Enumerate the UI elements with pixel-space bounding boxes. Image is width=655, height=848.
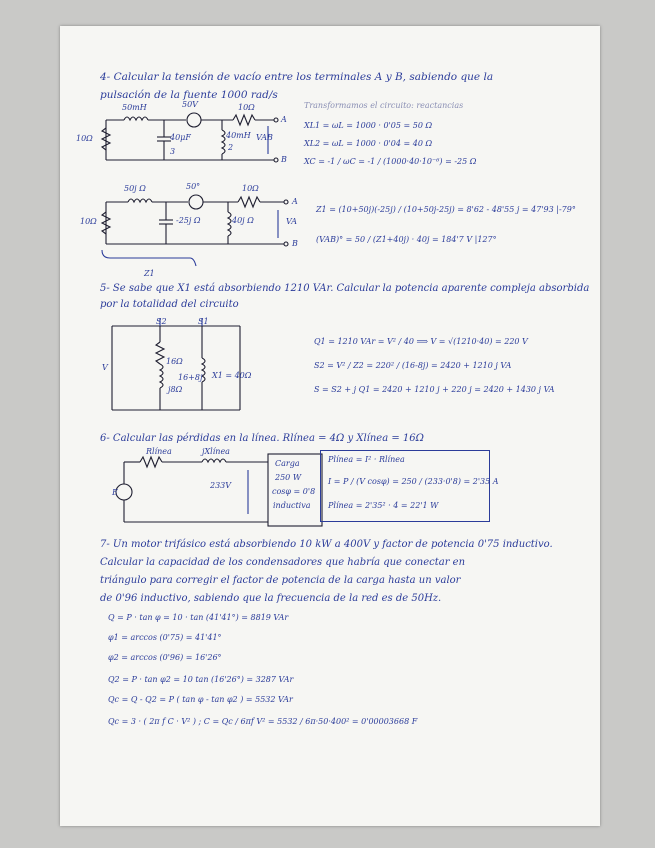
p4-statement-line2: pulsación de la fuente 1000 rad/s bbox=[100, 89, 278, 101]
p6-load-line3: cosφ = 0'8 bbox=[272, 487, 316, 496]
c1-node-3: 3 bbox=[170, 147, 176, 156]
c2-terminal-B: B bbox=[292, 239, 298, 248]
p4-vab-equation: (VAB)° = 50 / (Z1+40j) · 40j = 184'7 V |127° bbox=[316, 235, 497, 244]
p5-statement-line2: por la totalidad del circuito bbox=[100, 299, 239, 310]
p6-eq-current: I = P / (V cosφ) = 250 / (233·0'8) = 2'35 A bbox=[328, 477, 499, 486]
p5-label-z2: 16+8j bbox=[178, 373, 203, 382]
c2-label-10ohm-left: 10Ω bbox=[80, 217, 97, 226]
p4-statement-line1: 4- Calcular la tensión de vacío entre los terminales A y B, sabiendo que la bbox=[100, 71, 494, 83]
p4-z1-equation: Z1 = (10+50j)(-25j) / (10+50j-25j) = 8'62 - 48'55 j = 47'93 |-79° bbox=[316, 205, 576, 214]
p6-eq-pline: Plínea = I² · Rlínea bbox=[328, 455, 405, 464]
p5-label-16ohm: 16Ω bbox=[166, 357, 183, 366]
c2-label-VA: VA bbox=[286, 217, 298, 226]
p5-label-j8ohm: j8Ω bbox=[168, 385, 183, 394]
p5-statement-line1: 5- Se sabe que X1 está absorbiendo 1210 VAr. Calcular la potencia aparente compleja absorbida bbox=[100, 283, 590, 294]
p6-statement: 6- Calcular las pérdidas en la línea. Rlínea = 4Ω y Xlínea = 16Ω bbox=[100, 433, 424, 444]
c1-label-40uF: 40μF bbox=[170, 133, 191, 142]
p7-eq-q: Q = P · tan φ = 10 · tan (41'41°) = 8819 VAr bbox=[108, 613, 289, 622]
c2-label-minus25j: -25j Ω bbox=[176, 216, 201, 225]
c1-label-50mH: 50mH bbox=[122, 103, 147, 112]
p4-xc: XC = -1 / ωC = -1 / (1000·40·10⁻⁶) = -25 Ω bbox=[304, 157, 477, 166]
p6-label-Rline: Rlínea bbox=[146, 447, 172, 456]
c1-terminal-B: B bbox=[281, 155, 287, 164]
p4-calc-heading: Transformamos el circuito: reactancias bbox=[304, 101, 464, 110]
p7-statement-line2: Calcular la capacidad de los condensadores que habría que conectar en bbox=[100, 557, 466, 568]
p4-xl1: XL1 = ωL = 1000 · 0'05 = 50 Ω bbox=[304, 121, 433, 130]
p4-xl2: XL2 = ωL = 1000 · 0'04 = 40 Ω bbox=[304, 139, 433, 148]
p6-eq-result: Plínea = 2'35² · 4 = 22'1 W bbox=[328, 501, 439, 510]
c2-label-40j: 40j Ω bbox=[232, 216, 254, 225]
c1-label-40mH: 40mH bbox=[226, 131, 251, 140]
p5-circuit bbox=[100, 318, 260, 418]
p7-statement-line1: 7- Un motor trifásico está absorbiendo 10 kW a 400V y factor de potencia 0'75 inductivo. bbox=[100, 539, 553, 550]
c2-terminal-A: A bbox=[292, 197, 298, 206]
c2-label-Z1: Z1 bbox=[144, 269, 155, 278]
p6-label-E: E bbox=[112, 488, 118, 497]
p6-label-jXline: jXlínea bbox=[202, 447, 230, 456]
p5-label-S2: S2 bbox=[156, 317, 167, 326]
p7-eq-q2: Q2 = P · tan φ2 = 10 tan (16'26°) = 3287 VAr bbox=[108, 675, 294, 684]
p6-label-233V: 233V bbox=[210, 481, 232, 490]
c2-label-50deg: 50° bbox=[186, 182, 201, 191]
c1-node-2: 2 bbox=[228, 143, 234, 152]
p5-label-S1: S1 bbox=[198, 317, 209, 326]
p5-s2-equation: S2 = V² / Z2 = 220² / (16-8j) = 2420 + 1210 j VA bbox=[314, 361, 512, 370]
p7-statement-line4: de 0'96 inductivo, sabiendo que la frecuencia de la red es de 50Hz. bbox=[100, 593, 442, 604]
p7-eq-capacitance: Qc = 3 · ( 2π f C · V² ) ; C = Qc / 6πf V² = 5532 / 6π·50·400² = 0'00003668 F bbox=[108, 717, 418, 726]
c1-terminal-A: A bbox=[281, 115, 287, 124]
p7-eq-phi1: φ1 = arccos (0'75) = 41'41° bbox=[108, 633, 222, 642]
c1-label-10ohm-left: 10Ω bbox=[76, 134, 93, 143]
paper-sheet bbox=[60, 26, 600, 826]
c1-label-50V: 50V bbox=[182, 100, 198, 109]
p5-label-X1: X1 = 40Ω bbox=[212, 371, 252, 380]
c2-label-10ohm: 10Ω bbox=[242, 184, 259, 193]
c2-label-50j: 50j Ω bbox=[124, 184, 146, 193]
p6-load-line2: 250 W bbox=[275, 473, 302, 482]
p5-s-equation: S = S2 + j Q1 = 2420 + 1210 j + 220 j = 2420 + 1430 j VA bbox=[314, 385, 555, 394]
p5-label-V: V bbox=[102, 363, 108, 372]
p7-eq-qc: Qc = Q - Q2 = P ( tan φ - tan φ2 ) = 5532 VAr bbox=[108, 695, 293, 704]
c1-label-10ohm: 10Ω bbox=[238, 103, 255, 112]
p7-statement-line3: triángulo para corregir el factor de potencia de la carga hasta un valor bbox=[100, 575, 461, 586]
p7-eq-phi2: φ2 = arccos (0'96) = 16'26° bbox=[108, 653, 222, 662]
p4-circuit-2 bbox=[98, 186, 308, 276]
p6-load-line1: Carga bbox=[275, 459, 300, 468]
c1-label-VAB: VAB bbox=[256, 133, 273, 142]
p6-load-line4: inductiva bbox=[273, 501, 311, 510]
p5-q1-equation: Q1 = 1210 VAr = V² / 40 ⟹ V = √(1210·40) = 220 V bbox=[314, 337, 528, 346]
